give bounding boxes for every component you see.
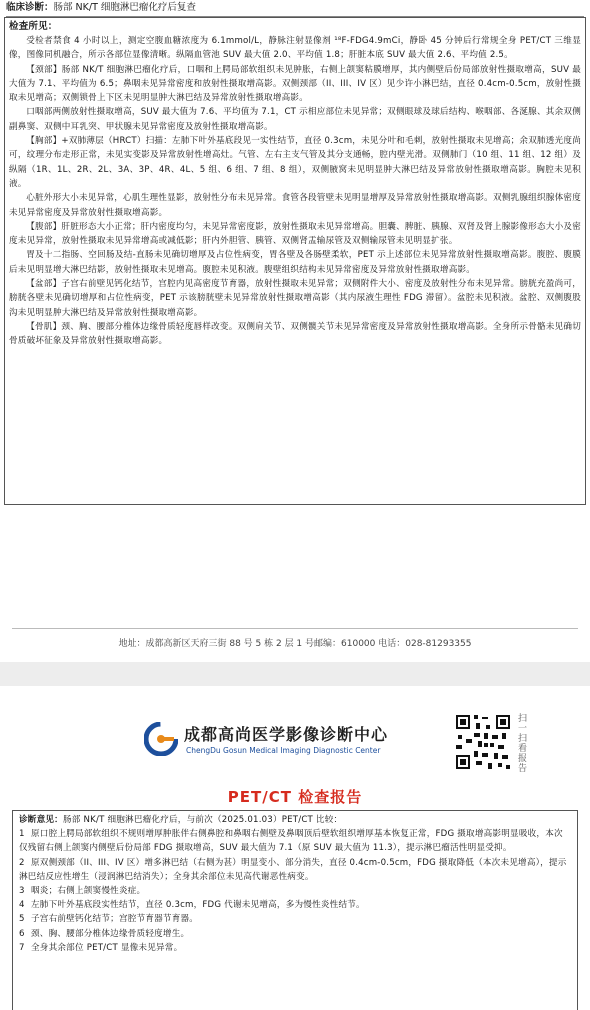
neck-text-2: 口咽部两侧放射性摄取增高，SUV 最大值为 7.6、平均值为 7.1，CT 示相应部位未见异常；双侧眼球及球后结构、喉咽部、各涎腺、其余双侧副鼻窦、双侧中耳乳突、甲状腺未见异常密度及放射性摄取增高影。 [9, 107, 581, 132]
item-text: 左肺下叶外基底段实性结节，直径 0.3cm，FDG 代谢未见增高，多为慢性炎性结节。 [31, 900, 365, 911]
clinical-label: 临床诊断： [6, 2, 54, 13]
report-title: PET/CT 检查报告 [227, 788, 363, 806]
scan-hint: 扫一扫看报告 [518, 714, 528, 774]
diagnosis-intro [19, 813, 571, 827]
hospital-name-cn: 成都高尚医学影像诊断中心 [184, 725, 389, 744]
abdomen-section [9, 220, 581, 249]
clinical-diagnosis [6, 0, 584, 17]
diagnosis-item [19, 912, 571, 926]
item-text: 咽炎；右侧上颌窦慢性炎症。 [31, 886, 146, 897]
chest-text-2: 心脏外形大小未见异常，心肌生理性显影，放射性分布未见异常。食管各段管壁未见明显增厚及异常放射性摄取增高影。双侧乳腺组织腺体密度未见异常密度及异常放射性摄取增高影。 [9, 193, 581, 218]
diagnosis-item [19, 927, 571, 941]
chest-section [9, 134, 581, 191]
pelvis-section [9, 277, 581, 320]
item-number: 6 [19, 928, 25, 939]
item-number: 5 [19, 914, 25, 925]
findings-intro: 受检者禁食 4 小时以上，测定空腹血糖浓度为 6.1mmol/L，静脉注射显像剂 ¹⁸F-FDG4.9mCi，静卧 45 分钟后行常规全身 PET/CT 三维显像，图像同机融合，所示各部位显像清晰。纵隔血管池 SUV 最大值 2.0、平均值 1.8；肝脏本底 SUV 最大值 2.6、平均值 2.5。 [9, 36, 581, 61]
diagnosis-item [19, 898, 571, 912]
neck-section [9, 63, 581, 106]
diagnosis-item [19, 884, 571, 898]
neck-text: 肠部 NK/T 细胞淋巴瘤化疗后，口咽和上腭局部软组织未见肿胀，右侧上颌窦粘膜增厚，其内侧壁后份局部放射性摄取增高，SUV 最大值为 7.1、平均值为 6.5；鼻咽未见异常密度和放射性摄取增高影。双侧颈部（II、III、IV 区）见少许小淋巴结，直径 0.4cm-0.5cm，放射性摄取未见增高；双侧锁骨上下区未见明显肿大淋巴结及异常放射性摄取增高影。 [9, 64, 581, 104]
item-number: 3 [19, 886, 25, 897]
diagnosis-label: 诊断意见： [19, 815, 63, 825]
item-text: 原双侧颈部（II、III、IV 区）增多淋巴结（右侧为甚）明显变小、部分消失，直径 0.4cm-0.5cm，FDG 摄取降低（本次未见增高），提示淋巴结反应性增生（浸润淋巴结消失）；全身其余部位未见高代谢恶性病变。 [19, 857, 567, 882]
clinical-text: 肠部 NK/T 细胞淋巴瘤化疗后复查 [53, 2, 196, 13]
pelvis-heading: 【盆部】 [26, 279, 62, 290]
item-number: 4 [19, 900, 25, 911]
diagnosis-item [19, 856, 571, 884]
findings-box [4, 17, 586, 505]
page-gap [0, 662, 590, 686]
diagnosis-intro-text: 肠部 NK/T 细胞淋巴瘤化疗后，与前次（2025.01.03）PET/CT 比较： [62, 815, 343, 825]
abdomen-heading: 【腹部】 [26, 221, 62, 232]
report-page-2 [0, 686, 590, 998]
item-number: 7 [19, 942, 25, 953]
abdomen-text: 肝脏形态大小正常；肝内密度均匀，未见异常密度影，放射性摄取未见异常增高。胆囊、脾脏、胰腺、双肾及肾上腺影像形态大小及密度未见异常，放射性摄取未见异常增高或减低影；肝内外胆管、胰管、双侧肾盂输尿管及双侧输尿管未见明显扩张。 [9, 221, 581, 247]
diagnosis-item [19, 941, 571, 955]
item-text: 颈、胸、腰部分椎体边缘骨质轻度增生。 [31, 928, 190, 939]
chest-heading: 【胸部】 [26, 136, 62, 147]
bone-text: 颈、胸、腰部分椎体边缘骨质轻度唇样改变。双侧肩关节、双侧髋关节未见异常密度及异常放射性摄取增高影。全身所示骨骼未见确切骨质破坏征象及异常放射性摄取增高影。 [9, 321, 581, 347]
abdomen-text-2: 胃及十二指肠、空回肠及结-直肠未见确切增厚及占位性病变，胃各壁及各肠壁柔软，PET 示上述部位未见异常放射性摄取增高影。腹腔、腹膜后未见明显增大淋巴结影，放射性摄取未见增高。腹腔未见积液。腹壁组织结构未见异常密度及异常放射性摄取增高影。 [9, 250, 581, 275]
bone-section [9, 320, 581, 349]
diagnosis-box [12, 810, 578, 1010]
neck-heading: 【颈部】 [26, 64, 62, 75]
bone-heading: 【骨肌】 [26, 321, 62, 332]
findings-label: 检查所见： [9, 21, 58, 32]
hospital-name-en: ChengDu Gosun Medical Imaging Diagnostic Center [186, 746, 381, 755]
item-number: 1 [19, 829, 25, 840]
report-header [0, 686, 590, 784]
item-text: 全身其余部位 PET/CT 显像未见异常。 [31, 942, 183, 953]
hospital-logo-icon [144, 722, 178, 756]
footer-divider [12, 628, 578, 629]
item-text: 子宫右前壁钙化结节；宫腔节育器节育器。 [31, 914, 199, 925]
chest-text: +双肺薄层（HRCT）扫描：左肺下叶外基底段见一实性结节，直径 0.3cm，未见分叶和毛刺，放射性摄取未见增高；余双肺透光度尚可，纹理分布走形正常，未见实变影及异常放射性增高灶。气管、左右主支气管及其分支通畅，腔内壁光滑。双侧肺门（10 组、11 组、12 组）及纵隔（1R、1L、2R、2L、3A、3P、4R、4L、5 组、6 组、7 组、8 组），双侧腋窝未见明显肿大淋巴结及异常放射性摄取增高影。胸腔未见积液。 [9, 136, 581, 189]
qr-code-icon[interactable] [454, 713, 512, 771]
pelvis-text: 子宫右前壁见钙化结节，宫腔内见高密度节育器，放射性摄取未见异常；双侧附件大小、密度及放射性分布未见异常。膀胱充盈尚可，膀胱各壁未见确切增厚和占位性病变，PET 示该膀胱壁未见异常放射性摄取增高影（其内尿液生理性 FDG 滞留）。盆腔未见积液。盆腔、双侧腹股沟未见明显肿大淋巴结及异常放射性摄取增高影。 [9, 279, 581, 318]
item-text: 原口腔上腭局部软组织不规则增厚肿胀伴右侧鼻腔和鼻咽右侧壁及鼻咽顶后壁软组织增厚基本恢复正常，FDG 摄取增高影明显吸收，本次仅残留右侧上颌窦内侧壁后份局部 FDG 摄取增高，SUV 最大值为 7.1（原 SUV 最大值为 11.3），提示淋巴瘤活性明显受抑。 [19, 829, 563, 854]
footer-address: 地址：成都高新区天府三街 88 号 5 栋 2 层 1 号邮编：610000 电话：028-81293355 [118, 639, 472, 649]
diagnosis-item [19, 827, 571, 855]
item-number: 2 [19, 857, 25, 868]
